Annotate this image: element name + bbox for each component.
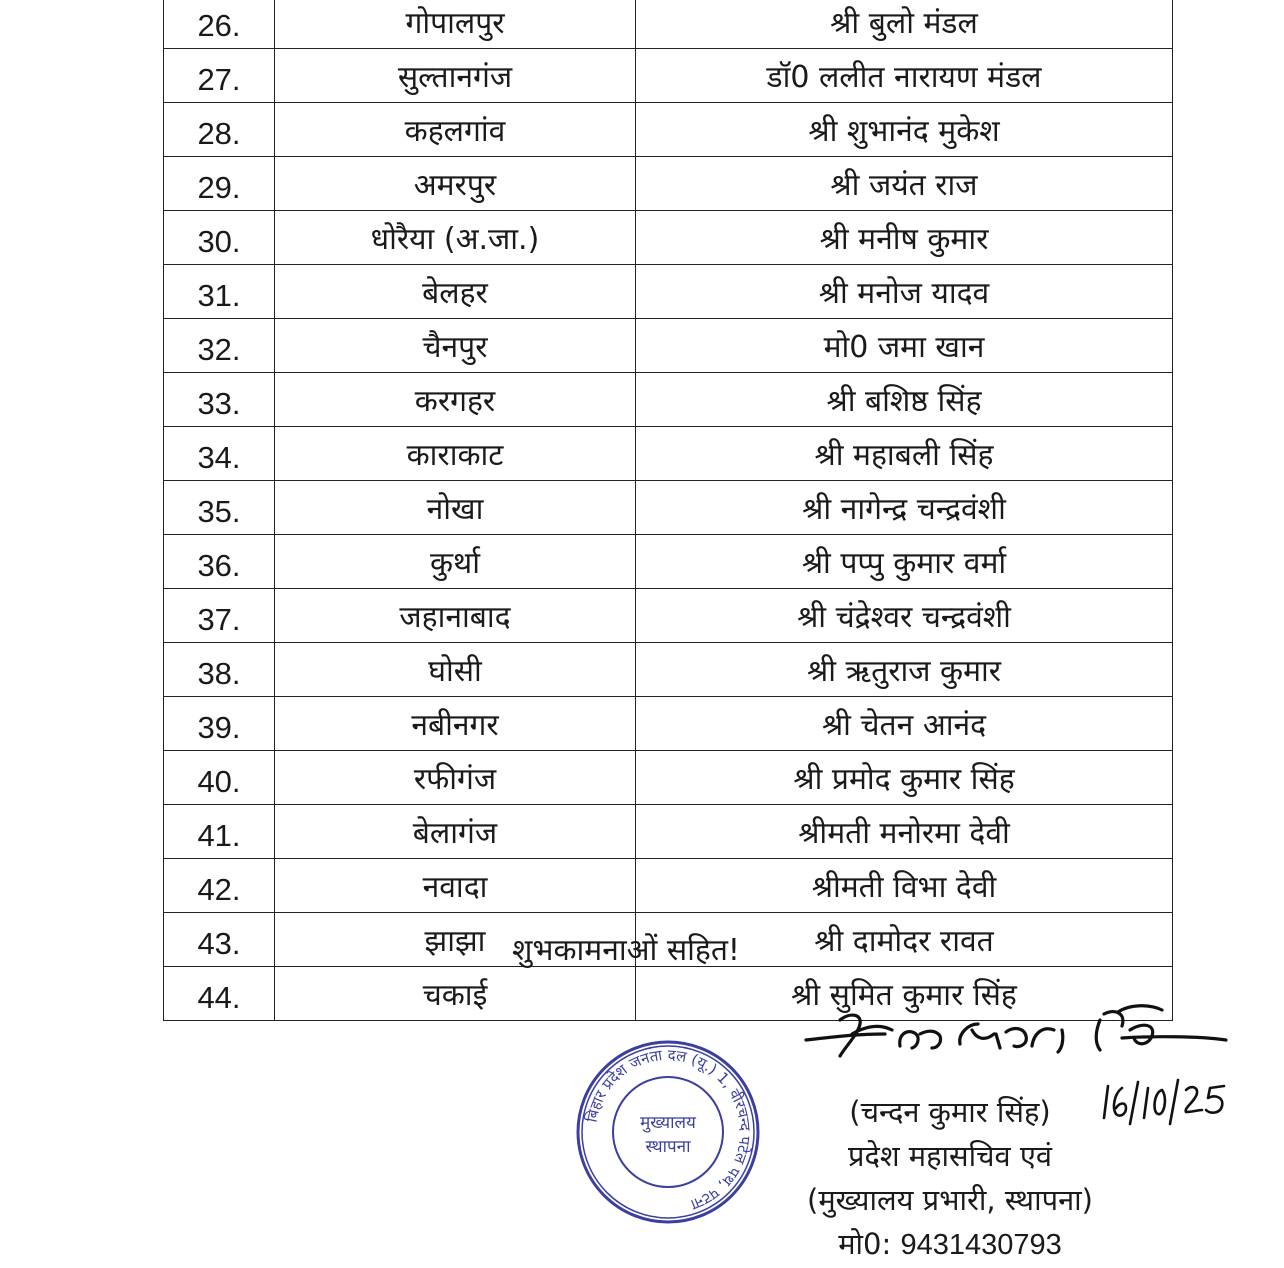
constituency-cell: जहानाबाद: [275, 589, 636, 643]
serial-number-cell: 43.: [164, 913, 275, 967]
candidate-cell: श्री दामोदर रावत: [636, 913, 1173, 967]
candidate-cell: श्री शुभानंद मुकेश: [636, 103, 1173, 157]
candidate-cell: डॉ0 ललीत नारायण मंडल: [636, 49, 1173, 103]
table-row: [164, 751, 1173, 805]
constituency-cell: अमरपुर: [275, 157, 636, 211]
stamp-inner-line1: मुख्यालय: [640, 1113, 696, 1133]
table-row: [164, 481, 1173, 535]
serial-number-cell: 32.: [164, 319, 275, 373]
table-row: [164, 211, 1173, 265]
candidate-cell: श्री बशिष्ठ सिंह: [636, 373, 1173, 427]
phone-label: मो0:: [838, 1227, 892, 1261]
candidate-cell: श्री महाबली सिंह: [636, 427, 1173, 481]
handwritten-signature: [800, 990, 1230, 1070]
candidate-cell: श्री प्रमोद कुमार सिंह: [636, 751, 1173, 805]
signatory-role: (मुख्यालय प्रभारी, स्थापना): [807, 1183, 1093, 1217]
candidate-cell: श्री पप्पु कुमार वर्मा: [636, 535, 1173, 589]
candidate-cell: श्री चेतन आनंद: [636, 697, 1173, 751]
table-row: [164, 805, 1173, 859]
serial-number-cell: 26.: [164, 0, 275, 49]
serial-number-cell: 30.: [164, 211, 275, 265]
serial-number-cell: 39.: [164, 697, 275, 751]
serial-number-cell: 28.: [164, 103, 275, 157]
table-row: [164, 535, 1173, 589]
table-row: [164, 589, 1173, 643]
phone-number: 9431430793: [900, 1229, 1062, 1261]
table-row: [164, 0, 1173, 49]
serial-number-cell: 29.: [164, 157, 275, 211]
signatory-block: [770, 1090, 1130, 1267]
serial-number-cell: 40.: [164, 751, 275, 805]
signatory-name: (चन्दन कुमार सिंह): [849, 1095, 1051, 1129]
table-row: [164, 265, 1173, 319]
constituency-cell: करगहर: [275, 373, 636, 427]
serial-number-cell: 34.: [164, 427, 275, 481]
table-row: [164, 427, 1173, 481]
serial-number-cell: 37.: [164, 589, 275, 643]
constituency-cell: नवादा: [275, 859, 636, 913]
signatory-phone: [770, 1222, 1130, 1267]
serial-number-cell: 44.: [164, 967, 275, 1021]
constituency-cell: चकाई: [275, 967, 636, 1021]
constituency-cell: कुर्था: [275, 535, 636, 589]
candidate-cell: श्रीमती मनोरमा देवी: [636, 805, 1173, 859]
table-row: [164, 643, 1173, 697]
stamp-outer-text: बिहार प्रदेश जनता दल (यू.) 1, वीरचन्द पटेल पथ, पटना: [582, 1045, 755, 1214]
table-row: [164, 49, 1173, 103]
candidate-cell: श्रीमती विभा देवी: [636, 859, 1173, 913]
candidate-cell: श्री मनीष कुमार: [636, 211, 1173, 265]
constituency-cell: धोरैया (अ.जा.): [275, 211, 636, 265]
candidate-cell: श्री नागेन्द्र चन्द्रवंशी: [636, 481, 1173, 535]
serial-number-cell: 42.: [164, 859, 275, 913]
serial-number-cell: 33.: [164, 373, 275, 427]
constituency-cell: रफीगंज: [275, 751, 636, 805]
serial-number-cell: 38.: [164, 643, 275, 697]
constituency-cell: बेलागंज: [275, 805, 636, 859]
official-stamp: [574, 1038, 762, 1226]
constituency-cell: सुल्तानगंज: [275, 49, 636, 103]
signatory-designation: प्रदेश महासचिव एवं: [847, 1139, 1053, 1173]
constituency-cell: काराकाट: [275, 427, 636, 481]
constituency-cell: चैनपुर: [275, 319, 636, 373]
stamp-inner-line2: स्थापना: [645, 1137, 691, 1157]
greeting-text: शुभकामनाओं सहित!: [512, 933, 740, 968]
table-row: [164, 157, 1173, 211]
constituency-cell: बेलहर: [275, 265, 636, 319]
candidate-cell: मो0 जमा खान: [636, 319, 1173, 373]
candidate-cell: श्री बुलो मंडल: [636, 0, 1173, 49]
constituency-cell: नबीनगर: [275, 697, 636, 751]
constituency-cell: घोसी: [275, 643, 636, 697]
table-row: [164, 859, 1173, 913]
constituency-cell: कहलगांव: [275, 103, 636, 157]
serial-number-cell: 35.: [164, 481, 275, 535]
candidate-cell: श्री चंद्रेश्वर चन्द्रवंशी: [636, 589, 1173, 643]
candidate-cell: श्री सुमित कुमार सिंह: [636, 967, 1173, 1021]
candidate-cell: श्री ऋतुराज कुमार: [636, 643, 1173, 697]
table-row: [164, 103, 1173, 157]
table-row: [164, 697, 1173, 751]
candidate-cell: श्री जयंत राज: [636, 157, 1173, 211]
serial-number-cell: 41.: [164, 805, 275, 859]
table-row: [164, 319, 1173, 373]
serial-number-cell: 27.: [164, 49, 275, 103]
constituency-cell: गोपालपुर: [275, 0, 636, 49]
table-row: [164, 373, 1173, 427]
serial-number-cell: 36.: [164, 535, 275, 589]
candidate-table-body: [164, 0, 1173, 1021]
candidate-table: [163, 0, 1173, 1021]
serial-number-cell: 31.: [164, 265, 275, 319]
constituency-cell: नोखा: [275, 481, 636, 535]
candidate-cell: श्री मनोज यादव: [636, 265, 1173, 319]
constituency-cell: झाझा: [275, 913, 636, 967]
